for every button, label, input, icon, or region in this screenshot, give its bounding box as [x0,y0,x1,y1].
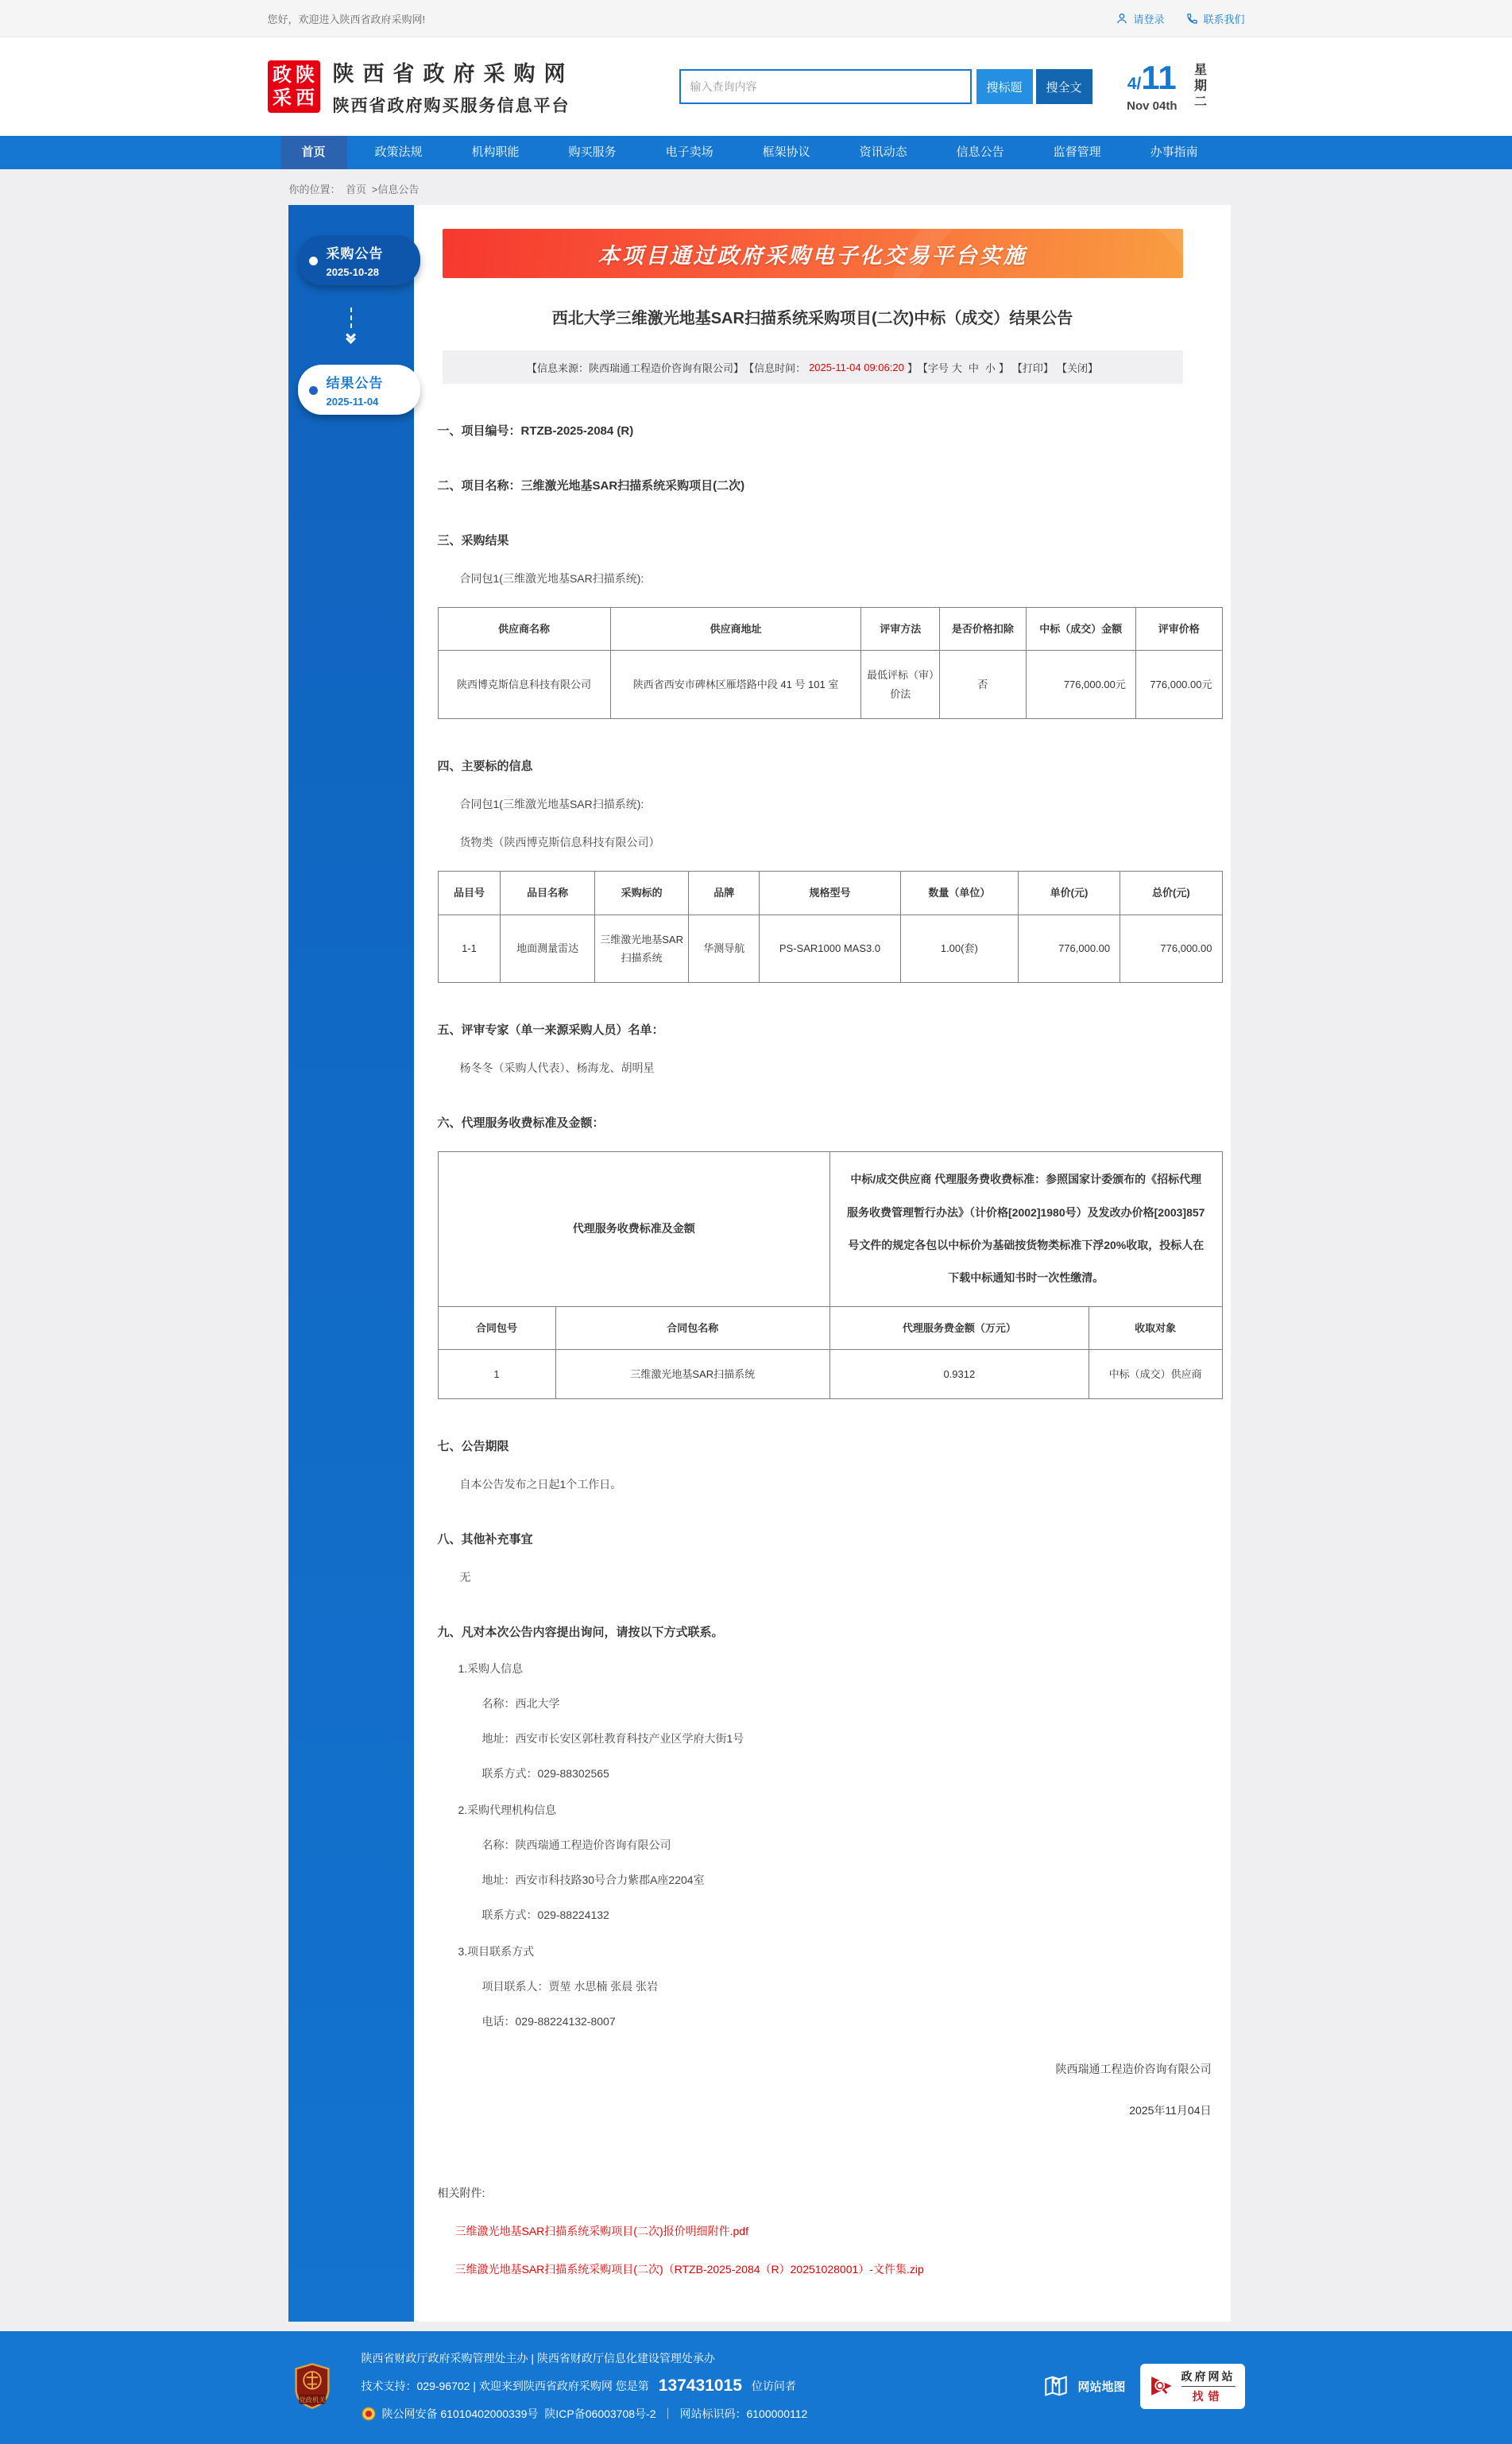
footer-organizer-line: 陕西省财政厅政府采购管理处主办 | 陕西省财政厅信息化建设管理处承办 [361,2352,715,2365]
bullet-dot-icon [309,386,318,395]
section-3-result: 三、采购结果 [437,534,509,547]
nav-item-policy[interactable]: 政策法规 [374,145,423,159]
table-header-row: 供应商名称 供应商地址 评审方法 是否价格扣除 中标（成交）金额 评审价格 [438,608,1222,651]
search-area [679,69,1092,104]
footer-support-line: 技术支持：029-96702 | 欢迎来到陕西省政府采购网 您是第 137431015 位访问者 [361,2376,796,2396]
police-badge-icon [362,2407,376,2421]
sitemap-link[interactable]: 网站地图 [1042,2372,1125,2400]
flow-arrow-icon [288,307,414,342]
breadcrumb: 你的位置： 首页 >信息公告 [288,184,420,195]
welcome-text: 您好，欢迎进入陕西省政府采购网! [267,13,426,25]
error-finder-icon [1150,2373,1175,2399]
nav-item-home[interactable]: 首页 [280,136,347,169]
contact-link[interactable]: 联系我们 [1186,11,1244,26]
attachment-link-zip[interactable]: 三维激光地基SAR扫描系统采购项目(二次)（RTZB-2025-2084（R）20251028001）-文件集.zip [454,2263,924,2276]
font-size-medium-button[interactable]: 中 [968,362,979,374]
purchaser-info-title: 1.采购人信息 [458,1662,524,1676]
gov-site-error-report-badge[interactable]: 政府网站 找错 [1140,2364,1245,2409]
nav-item-supervision[interactable]: 监督管理 [1053,145,1101,159]
nav-item-guide[interactable]: 办事指南 [1150,145,1198,159]
table-row: 1-1 地面测量雷达 三维激光地基SAR扫描系统 华测导航 PS-SAR1000 MAS3.0 1.00(套) 776,000.00 776,000.00 [438,915,1222,983]
section-2-project-name: 二、项目名称：三维激光地基SAR扫描系统采购项目(二次) [437,479,745,493]
phone-icon [1186,13,1198,25]
user-icon [1116,12,1128,25]
fee-standard-row: 代理服务收费标准及金额 中标/成交供应商 代理服务费收费标准：参照国家计委颁布的《招标代理服务收费管理暂行办法》（计价格[2002]1980号）及发改办价格[2003]857号文件的规定各包以中标价为基础按货物类标准下浮20%收取，投标人在下载中标通知书时一次性缴清。 [438,1152,1222,1306]
visitor-count: 137431015 [658,2376,742,2396]
close-button[interactable]: 【关闭】 [1056,362,1098,374]
table-header-row: 合同包号 合同包名称 代理服务费金额（万元） 收取对象 [438,1306,1222,1349]
site-logo[interactable]: 政 陕 采 西 [268,60,320,113]
article-meta-bar: 【信息来源：陕西瑞通工程造价咨询有限公司】 【信息时间： 2025-11-04 09:06:20 】 【字号 大 中 小 】 【打印】 【关闭】 [443,350,1183,384]
table-row: 陕西博克斯信息科技有限公司 陕西省西安市碑林区雁塔路中段 41 号 101 室 最低评标（审）价法 否 776,000.00元 776,000.00元 [438,651,1222,719]
article-panel: 本项目通过政府采购电子化交易平台实施 西北大学三维激光地基SAR扫描系统采购项目(二次)中标（成交）结果公告 【信息来源：陕西瑞通工程造价咨询有限公司】 【信息时间： 2025-11-04 09:06:20 】 【字号 大 中 小 】 【打印】 【关闭】 一、项目编号：RTZB-2025-2084 (R) 二、项目名称：三维激光地基SAR扫描系统采购项目(二次) 三、采购结果 合同包1(三维激光地基SAR扫描系统): 供应商名称 供应商地址 评审方法 是否价格扣除 中标（成交）金额 评审价格 陕西博克斯信息科技有限公司 陕西省西安市碑林区雁塔路中段 41 号 101 室 最低评标（审）价法 否 776,000.00元 776,000.00元 四、主要标的信息 合同包1(三维激光地基SAR扫描系统): 货物类（陕西博克斯信息科技有限公司） 品目号 品目名称 采购标的 品牌 规格型号 数量（单位） 单价(元) 总价(元) 1-1 地面测量雷达 三维激光地基SAR扫描系统 华测导航 PS-SAR1000 MAS3.0 1.00(套) 776,000.00 776,000.00 五、评审专家（单一来源采购人员）名单： 杨冬冬（采购人代表）、杨海龙、胡明星 六、代理服务收费标准及金额： 代理服务收费标准及金额 中标/成交供应商 代理服务费收费标准：参照国家计委颁布的《招标代理服务收费管理暂行办法》（计价格[2002]1980号）及发改办价格[2003]857号文件的规定各包以中标价为基础按货物类标准下浮20%收取，投标人在下载中标通知书时一次性缴清。 合同包号 合同包名称 代理服务费金额（万元） 收取对象 1 三维激光地基SAR扫描系统 0.9312 中标（成交）供应商 七、公告期限 自本公告发布之日起1个工作日。 八、其他补充事宜 无 九、凡对本次公告内容提出询问，请按以下方式联系。 1.采购人信息 名称：西北大学 地址：西安市长安区郭杜教育科技产业区学府大街1号 联系方式：029-88302565 2.采购代理机构信息 名称：陕西瑞通工程造价咨询有限公司 地址：西安市科技路30号合力紫郡A座2204室 联系方式：029-88224132 3.项目联系方式 项目联系人：贾堃 水思楠 张晨 张岩 电话：029-88224132-8007 陕西瑞通工程造价咨询有限公司 2025年11月04日 相关附件: 三维激光地基SAR扫描系统采购项目(二次)报价明细附件.pdf 三维激光地基SAR扫描系统采购项目(二次)（RTZB-2025-2084（R）20251028001）-文件集.zip [414,205,1231,2322]
nav-item-news[interactable]: 资讯动态 [859,145,907,159]
section-6-agency-fee: 六、代理服务收费标准及金额： [437,1116,605,1131]
attachments-label: 相关附件: [437,2187,485,2200]
topbar [0,0,1512,37]
site-footer [0,2331,1512,2444]
signature-date: 2025年11月04日 [1129,2104,1212,2117]
date-weekday: 星期二 [1192,63,1206,110]
font-size-large-button[interactable]: 大 [951,362,962,374]
nav-item-functions[interactable]: 机构职能 [471,145,520,159]
search-input[interactable] [679,69,972,104]
attachment-link-pdf[interactable]: 三维激光地基SAR扫描系统采购项目(二次)报价明细附件.pdf [454,2225,748,2238]
font-size-small-button[interactable]: 小 [984,362,996,374]
signature-company: 陕西瑞通工程造价咨询有限公司 [1055,2063,1212,2076]
map-icon [1042,2372,1069,2400]
search-title-button[interactable]: 搜标题 [976,69,1033,104]
icp-link[interactable]: 陕ICP备06003708号-2 [544,2407,656,2421]
table-header-row: 品目号 品目名称 采购标的 品牌 规格型号 数量（单位） 单价(元) 总价(元) [438,872,1222,915]
table-row: 1 三维激光地基SAR扫描系统 0.9312 中标（成交）供应商 [438,1349,1222,1398]
nav-item-announcements[interactable]: 信息公告 [956,145,1004,159]
section-9-contact: 九、凡对本次公告内容提出询问，请按以下方式联系。 [437,1626,724,1640]
bullet-dot-icon [309,257,318,265]
sidebar-item-result-notice[interactable]: 结果公告 2025-11-04 [298,365,420,415]
beian-link[interactable]: 陕公网安备 61010402000339号 [381,2407,539,2421]
site-header [0,37,1512,136]
site-name: 陕西省政府采购网 [332,62,574,86]
site-subtitle: 陕西省政府购买服务信息平台 [332,97,570,115]
main-nav [0,136,1512,169]
package-line: 合同包1(三维激光地基SAR扫描系统): [459,572,644,585]
info-time: 2025-11-04 09:06:20 [809,361,904,373]
login-link[interactable]: 请登录 [1116,11,1164,26]
search-fulltext-button[interactable]: 搜全文 [1036,69,1092,104]
signature-block [438,2061,1223,2118]
date-month: 4/ [1127,74,1142,93]
info-source: 【信息来源：陕西瑞通工程造价咨询有限公司】 [527,362,744,374]
sidebar [288,205,414,2322]
agency-fee-table [438,1151,1223,1399]
sidebar-item-procurement-notice[interactable]: 采购公告 2025-10-28 [298,235,420,285]
section-4-subject-info: 四、主要标的信息 [437,760,533,774]
nav-item-framework-agreement[interactable]: 框架协议 [762,145,810,159]
print-button[interactable]: 【打印】 [1011,362,1054,374]
agency-info-title: 2.采购代理机构信息 [458,1804,557,1817]
party-government-badge-icon [293,2363,331,2409]
site-code: 网站标识码：6100000112 [679,2407,808,2421]
category-line: 货物类（陕西博克斯信息科技有限公司） [459,836,660,849]
section-8-other: 八、其他补充事宜 [437,1533,533,1547]
date-day: 11 [1141,58,1177,96]
project-contact-title: 3.项目联系方式 [458,1945,535,1959]
subject-info-table [438,871,1223,983]
procurement-result-table [438,607,1223,719]
nav-item-e-mall[interactable]: 电子卖场 [665,145,713,159]
section-1-project-number: 一、项目编号：RTZB-2025-2084 (R) [437,424,634,438]
svg-text:党政机关: 党政机关 [298,2396,326,2404]
breadcrumb-home-link[interactable]: 首页 [346,184,367,195]
nav-item-purchase-services[interactable]: 购买服务 [568,145,617,159]
section-7-period: 七、公告期限 [437,1440,509,1454]
platform-banner: 本项目通过政府采购电子化交易平台实施 [443,229,1183,278]
expert-names: 杨冬冬（采购人代表）、杨海龙、胡明星 [459,1062,655,1075]
date-english: Nov 04th [1127,99,1178,113]
page-title: 西北大学三维激光地基SAR扫描系统采购项目(二次)中标（成交）结果公告 [551,310,1073,327]
package-line: 合同包1(三维激光地基SAR扫描系统): [459,798,644,811]
date-widget [1127,58,1244,113]
section-5-experts: 五、评审专家（单一来源采购人员）名单： [437,1023,664,1038]
footer-beian-line: 陕公网安备 61010402000339号 陕ICP备06003708号-2 ｜ 网站标识码：6100000112 [362,2406,808,2422]
